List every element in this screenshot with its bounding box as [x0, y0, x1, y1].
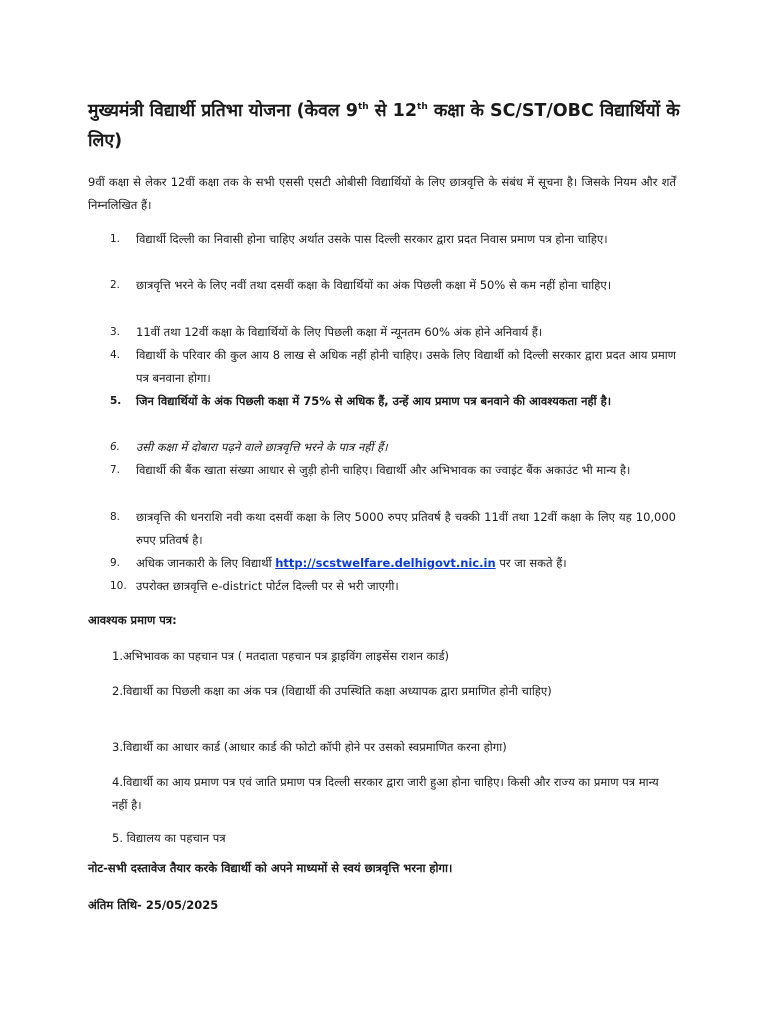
rule-text-before-link: अधिक जानकारी के लिए विद्यार्थी — [136, 556, 276, 570]
title-part-2: से 12 — [368, 101, 418, 121]
title-superscript-1: th — [357, 102, 369, 112]
rule-text: विद्यार्थी की बैंक खाता संख्या आधार से जुड़ी होनी चाहिए। विद्यार्थी और अभिभावक का ज्वाइंट बैंक अकाउंट भी मान्य है। — [136, 463, 631, 477]
rule-text: 11वीं तथा 12वीं कक्षा के विद्यार्थियों के लिए पिछली कक्षा में न्यूनतम 60% अंक होने अनिवार्य हैं। — [136, 325, 543, 339]
welfare-website-link[interactable]: http://scstwelfare.delhigovt.nic.in — [275, 556, 496, 570]
rule-item — [88, 459, 676, 506]
rules-list — [88, 228, 676, 598]
rule-item — [88, 390, 676, 436]
rule-item — [88, 575, 676, 598]
deadline-text: अंतिम तिथि- 25/05/2025 — [88, 898, 219, 912]
rule-text: उसी कक्षा में दोबारा पढ़ने वाले छात्रवृत्ति भरने के पात्र नहीं हैं। — [136, 440, 388, 454]
rule-number: 1. — [110, 233, 121, 245]
rule-number: 10. — [110, 580, 127, 592]
title-part-3: कक्षा के SC/ST/OBC विद्यार्थियों के लिए) — [88, 101, 680, 151]
page-title — [88, 96, 708, 156]
rule-item — [88, 321, 676, 344]
rule-text: उपरोक्त छात्रवृत्ति e-district पोर्टल दिल्ली पर से भरी जाएगी। — [136, 579, 399, 593]
title-superscript-2: th — [417, 102, 428, 112]
rule-number: 8. — [110, 511, 121, 523]
required-documents-heading: आवश्यक प्रमाण पत्र: — [88, 613, 177, 627]
rule-number: 4. — [110, 349, 121, 361]
rule-text: विद्यार्थी के परिवार की कुल आय 8 लाख से अधिक नहीं होनी चाहिए। उसके लिए विद्यार्थी को दिल्ली सरकार द्वारा प्रदत आय प्रमाण पत्र बनवाना होगा। — [136, 348, 676, 385]
rule-number: 3. — [110, 326, 121, 338]
rule-item — [88, 228, 676, 274]
document-item: 4.विद्यार्थी का आय प्रमाण पत्र एवं जाति प्रमाण पत्र दिल्ली सरकार द्वारा जारी हुआ होना चाहिए। किसी और राज्य का प्रमाण पत्र मान्य नहीं है। — [112, 775, 659, 812]
rule-item — [88, 552, 676, 575]
document-item: 1.अभिभावक का पहचान पत्र ( मतदाता पहचान पत्र ड्राइविंग लाइसेंस राशन कार्ड) — [112, 649, 449, 663]
rule-text: विद्यार्थी दिल्ली का निवासी होना चाहिए अर्थात उसके पास दिल्ली सरकार द्वारा प्रदत निवास प्रमाण पत्र होना चाहिए। — [136, 232, 608, 246]
document-item: 2.विद्यार्थी का पिछली कक्षा का अंक पत्र (विद्यार्थी की उपस्थिति कक्षा अध्यापक द्वारा प्रमाणित होनी चाहिए) — [112, 684, 552, 698]
intro-paragraph: 9वीं कक्षा से लेकर 12वीं कक्षा तक के सभी एससी एसटी ओबीसी विद्यार्थियों के लिए छात्रवृत्ति के संबंध में सूचना है। जिसके नियम और शर्तें निम्नलिखित हैं। — [88, 175, 676, 212]
document-item: 5. विद्यालय का पहचान पत्र — [112, 831, 226, 845]
rule-item — [88, 274, 676, 321]
rule-item — [88, 436, 676, 459]
rule-text: जिन विद्यार्थियों के अंक पिछली कक्षा में 75% से अधिक हैं, उन्हें आय प्रमाण पत्र बनवाने की आवश्यकता नहीं है। — [136, 394, 612, 408]
rule-item — [88, 344, 676, 390]
rule-text-after-link: पर जा सकते हैं। — [495, 556, 567, 570]
rule-item — [88, 506, 676, 552]
rule-text: छात्रवृत्ति की धनराशि नवी कथा दसवीं कक्षा के लिए 5000 रुपए प्रतिवर्ष है चक्की 11वीं तथा 12वीं कक्षा के लिए यह 10,000 रुपए प्रतिवर्ष है। — [136, 510, 676, 547]
document-item: 3.विद्यार्थी का आधार कार्ड (आधार कार्ड की फोटो कॉपी होने पर उसको स्वप्रमाणित करना होगा) — [112, 740, 507, 754]
title-part-1: मुख्यमंत्री विद्यार्थी प्रतिभा योजना (केवल 9 — [88, 101, 358, 121]
rule-number: 6. — [110, 441, 121, 453]
rule-number: 2. — [110, 279, 121, 291]
note-text: नोट-सभी दस्तावेज तैयार करके विद्यार्थी को अपने माध्यमों से स्वयं छात्रवृत्ति भरना होगा। — [88, 861, 453, 875]
rule-number: 9. — [110, 557, 121, 569]
rule-number: 7. — [110, 464, 121, 476]
rule-text: छात्रवृत्ति भरने के लिए नवीं तथा दसवीं कक्षा के विद्यार्थियों का अंक पिछली कक्षा में 50% से कम नहीं होना चाहिए। — [136, 278, 612, 292]
rule-number: 5. — [110, 395, 122, 407]
